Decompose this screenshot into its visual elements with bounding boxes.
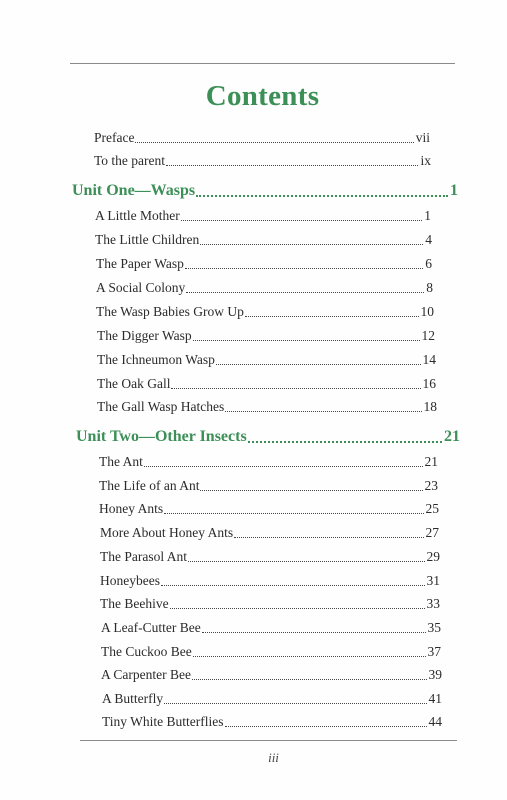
toc-unit-page: 21 (444, 428, 460, 445)
page-number: iii (268, 750, 279, 765)
toc-entry (100, 573, 440, 589)
toc-entry-page: 27 (425, 525, 439, 540)
toc-entry-label: Tiny White Butterflies (102, 714, 224, 729)
toc-entry (101, 667, 442, 683)
toc-entry-label: The Ichneumon Wasp (97, 352, 215, 367)
toc-entry-label: The Paper Wasp (96, 256, 184, 271)
dot-leader (164, 703, 426, 704)
toc-unit-one (72, 182, 458, 200)
dot-leader (192, 679, 427, 680)
dot-leader (161, 585, 425, 586)
toc-entry (96, 304, 434, 320)
toc-entry-page: 31 (426, 573, 440, 588)
toc-entry-label: A Little Mother (95, 208, 180, 223)
toc-entry-label: A Leaf-Cutter Bee (101, 620, 201, 635)
toc-entry-label: The Gall Wasp Hatches (97, 399, 225, 414)
toc-entry-label: Honey Ants (99, 501, 164, 516)
toc-entry-page: 10 (420, 304, 434, 319)
top-rule (70, 63, 455, 64)
toc-entry-page: 14 (422, 352, 436, 367)
toc-entry (96, 280, 433, 296)
toc-entry-page: 18 (423, 399, 437, 414)
dot-leader (248, 441, 442, 443)
toc-entry (99, 454, 438, 470)
toc-entry (100, 596, 440, 612)
toc-entry-page: 6 (425, 256, 432, 271)
toc-entry (99, 478, 438, 494)
toc-entry (97, 328, 435, 344)
toc-entry (97, 376, 436, 392)
toc-entry-label: The Parasol Ant (100, 549, 187, 564)
toc-entry-page: 4 (425, 232, 432, 247)
toc-entry-preface (94, 130, 430, 146)
toc-entry-page: 44 (428, 714, 442, 729)
toc-entry (100, 549, 440, 565)
toc-entry-page: 37 (427, 644, 441, 659)
toc-unit-label: Unit One—Wasps (72, 182, 196, 199)
dot-leader (216, 364, 421, 365)
dot-leader (200, 244, 423, 245)
toc-entry (99, 501, 439, 517)
page-title: Contents (205, 80, 320, 112)
toc-entry-label: To the parent (94, 153, 166, 168)
toc-entry (97, 399, 437, 415)
toc-entry-label: Preface (94, 130, 135, 145)
dot-leader (181, 220, 423, 221)
toc-entry-to-the-parent (94, 153, 431, 169)
toc-entry-label: The Beehive (100, 596, 169, 611)
toc-entry (102, 691, 442, 707)
toc-entry-label: The Digger Wasp (97, 328, 192, 343)
toc-entry (97, 352, 436, 368)
toc-entry-label: The Cuckoo Bee (101, 644, 192, 659)
toc-entry-page: 35 (427, 620, 441, 635)
dot-leader (202, 632, 426, 633)
toc-entry-page: vii (415, 130, 430, 145)
toc-entry-page: ix (420, 153, 431, 168)
toc-unit-two (76, 428, 460, 446)
dot-leader (188, 561, 425, 562)
toc-entry-page: 8 (426, 280, 433, 295)
toc-entry-label: Honeybees (100, 573, 160, 588)
toc-entry (95, 208, 431, 224)
toc-entry-page: 29 (426, 549, 440, 564)
dot-leader (170, 608, 425, 609)
toc-entry-label: The Ant (99, 454, 143, 469)
dot-leader (171, 388, 420, 389)
dot-leader (234, 537, 423, 538)
toc-entry-label: The Little Children (95, 232, 200, 247)
dot-leader (200, 490, 422, 491)
dot-leader (245, 316, 419, 317)
dot-leader (225, 411, 421, 412)
toc-entry-page: 41 (428, 691, 442, 706)
toc-entry (100, 525, 439, 541)
bottom-rule (80, 740, 457, 741)
dot-leader (144, 466, 423, 467)
dot-leader (225, 726, 427, 727)
toc-entry-page: 33 (426, 596, 440, 611)
toc-entry-page: 16 (422, 376, 436, 391)
dot-leader (135, 142, 413, 143)
toc-entry-label: A Butterfly (102, 691, 164, 706)
dot-leader (186, 292, 424, 293)
toc-entry-page: 39 (428, 667, 442, 682)
toc-unit-page: 1 (450, 182, 458, 199)
toc-unit-label: Unit Two—Other Insects (76, 428, 247, 445)
dot-leader (164, 513, 423, 514)
toc-entry-page: 25 (425, 501, 439, 516)
toc-entry (101, 644, 441, 660)
toc-entry-page: 23 (424, 478, 438, 493)
toc-entry-label: More About Honey Ants (100, 525, 234, 540)
dot-leader (185, 268, 423, 269)
toc-entry-page: 12 (421, 328, 435, 343)
toc-entry-label: The Life of an Ant (99, 478, 200, 493)
toc-entry (95, 232, 432, 248)
toc-entry-label: The Oak Gall (97, 376, 171, 391)
toc-entry-label: The Wasp Babies Grow Up (96, 304, 244, 319)
toc-entry-page: 21 (424, 454, 438, 469)
toc-entry (96, 256, 432, 272)
toc-entry-label: A Carpenter Bee (101, 667, 191, 682)
toc-entry (102, 714, 442, 730)
toc-entry-page: 1 (424, 208, 431, 223)
dot-leader (196, 195, 448, 197)
toc-entry (101, 620, 441, 636)
dot-leader (166, 165, 418, 166)
toc-entry-label: A Social Colony (96, 280, 186, 295)
dot-leader (193, 340, 420, 341)
dot-leader (193, 656, 426, 657)
